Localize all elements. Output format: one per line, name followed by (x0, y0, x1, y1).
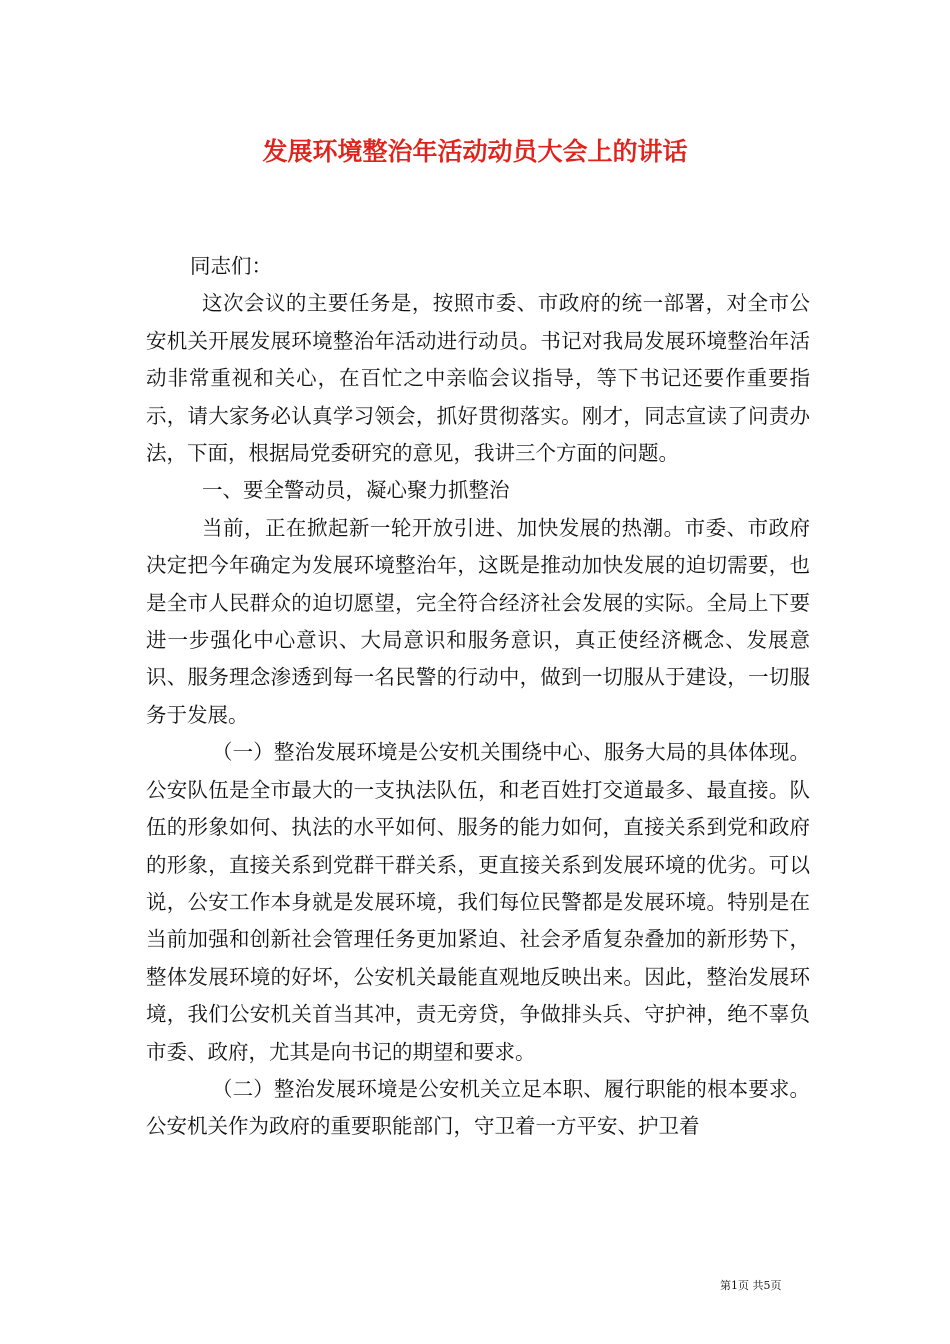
footer-prefix: 第 (720, 1279, 731, 1292)
paragraph-point-2: （二）整治发展环境是公安机关立足本职、履行职能的根本要求。公安机关作为政府的重要职能部门，守卫着一方平安、护卫着 (146, 1076, 810, 1139)
page-footer (720, 1278, 820, 1294)
salutation: 同志们： (190, 254, 272, 278)
paragraph-context: 当前，正在掀起新一轮开放引进、加快发展的热潮。市委、市政府决定把今年确定为发展环境整治年，这既是推动加快发展的迫切需要，也是全市人民群众的迫切愿望，完全符合经济社会发展的实际。全局上下要进一步强化中心意识、大局意识和服务意识，真正使经济概念、发展意识、服务理念渗透到每一名民警的行动中，做到一切服从于建设，一切服务于发展。 (146, 515, 810, 727)
footer-current-page: 1 (731, 1279, 738, 1292)
paragraph-point-1: （一）整治发展环境是公安机关围绕中心、服务大局的具体体现。公安队伍是全市最大的一支执法队伍，和老百姓打交道最多、最直接。队伍的形象如何、执法的水平如何、服务的能力如何，直接关系到党和政府的形象，直接关系到党群干群关系，更直接关系到发展环境的优劣。可以说，公安工作本身就是发展环境，我们每位民警都是发展环境。特别是在当前加强和创新社会管理任务更加紧迫、社会矛盾复杂叠加的新形势下，整体发展环境的好坏，公安机关最能直观地反映出来。因此，整治发展环境，我们公安机关首当其冲，责无旁贷，争做排头兵、守护神，绝不辜负市委、政府，尤其是向书记的期望和要求。 (146, 740, 810, 1064)
footer-suffix: 页 (770, 1279, 782, 1292)
footer-middle: 页 共 (738, 1279, 764, 1292)
document-title: 发展环境整治年活动动员大会上的讲话 (262, 137, 688, 166)
section-heading-1: 一、要全警动员，凝心聚力抓整治 (202, 478, 510, 503)
document-body (146, 248, 810, 1146)
paragraph-intro: 这次会议的主要任务是，按照市委、市政府的统一部署，对全市公安机关开展发展环境整治年活动进行动员。书记对我局发展环境整治年活动非常重视和关心，在百忙之中亲临会议指导，等下书记还要作重要指示，请大家务必认真学习领会，抓好贯彻落实。刚才，同志宣读了问责办法，下面，根据局党委研究的意见，我讲三个方面的问题。 (146, 291, 810, 466)
footer-total-pages: 5 (763, 1279, 771, 1292)
